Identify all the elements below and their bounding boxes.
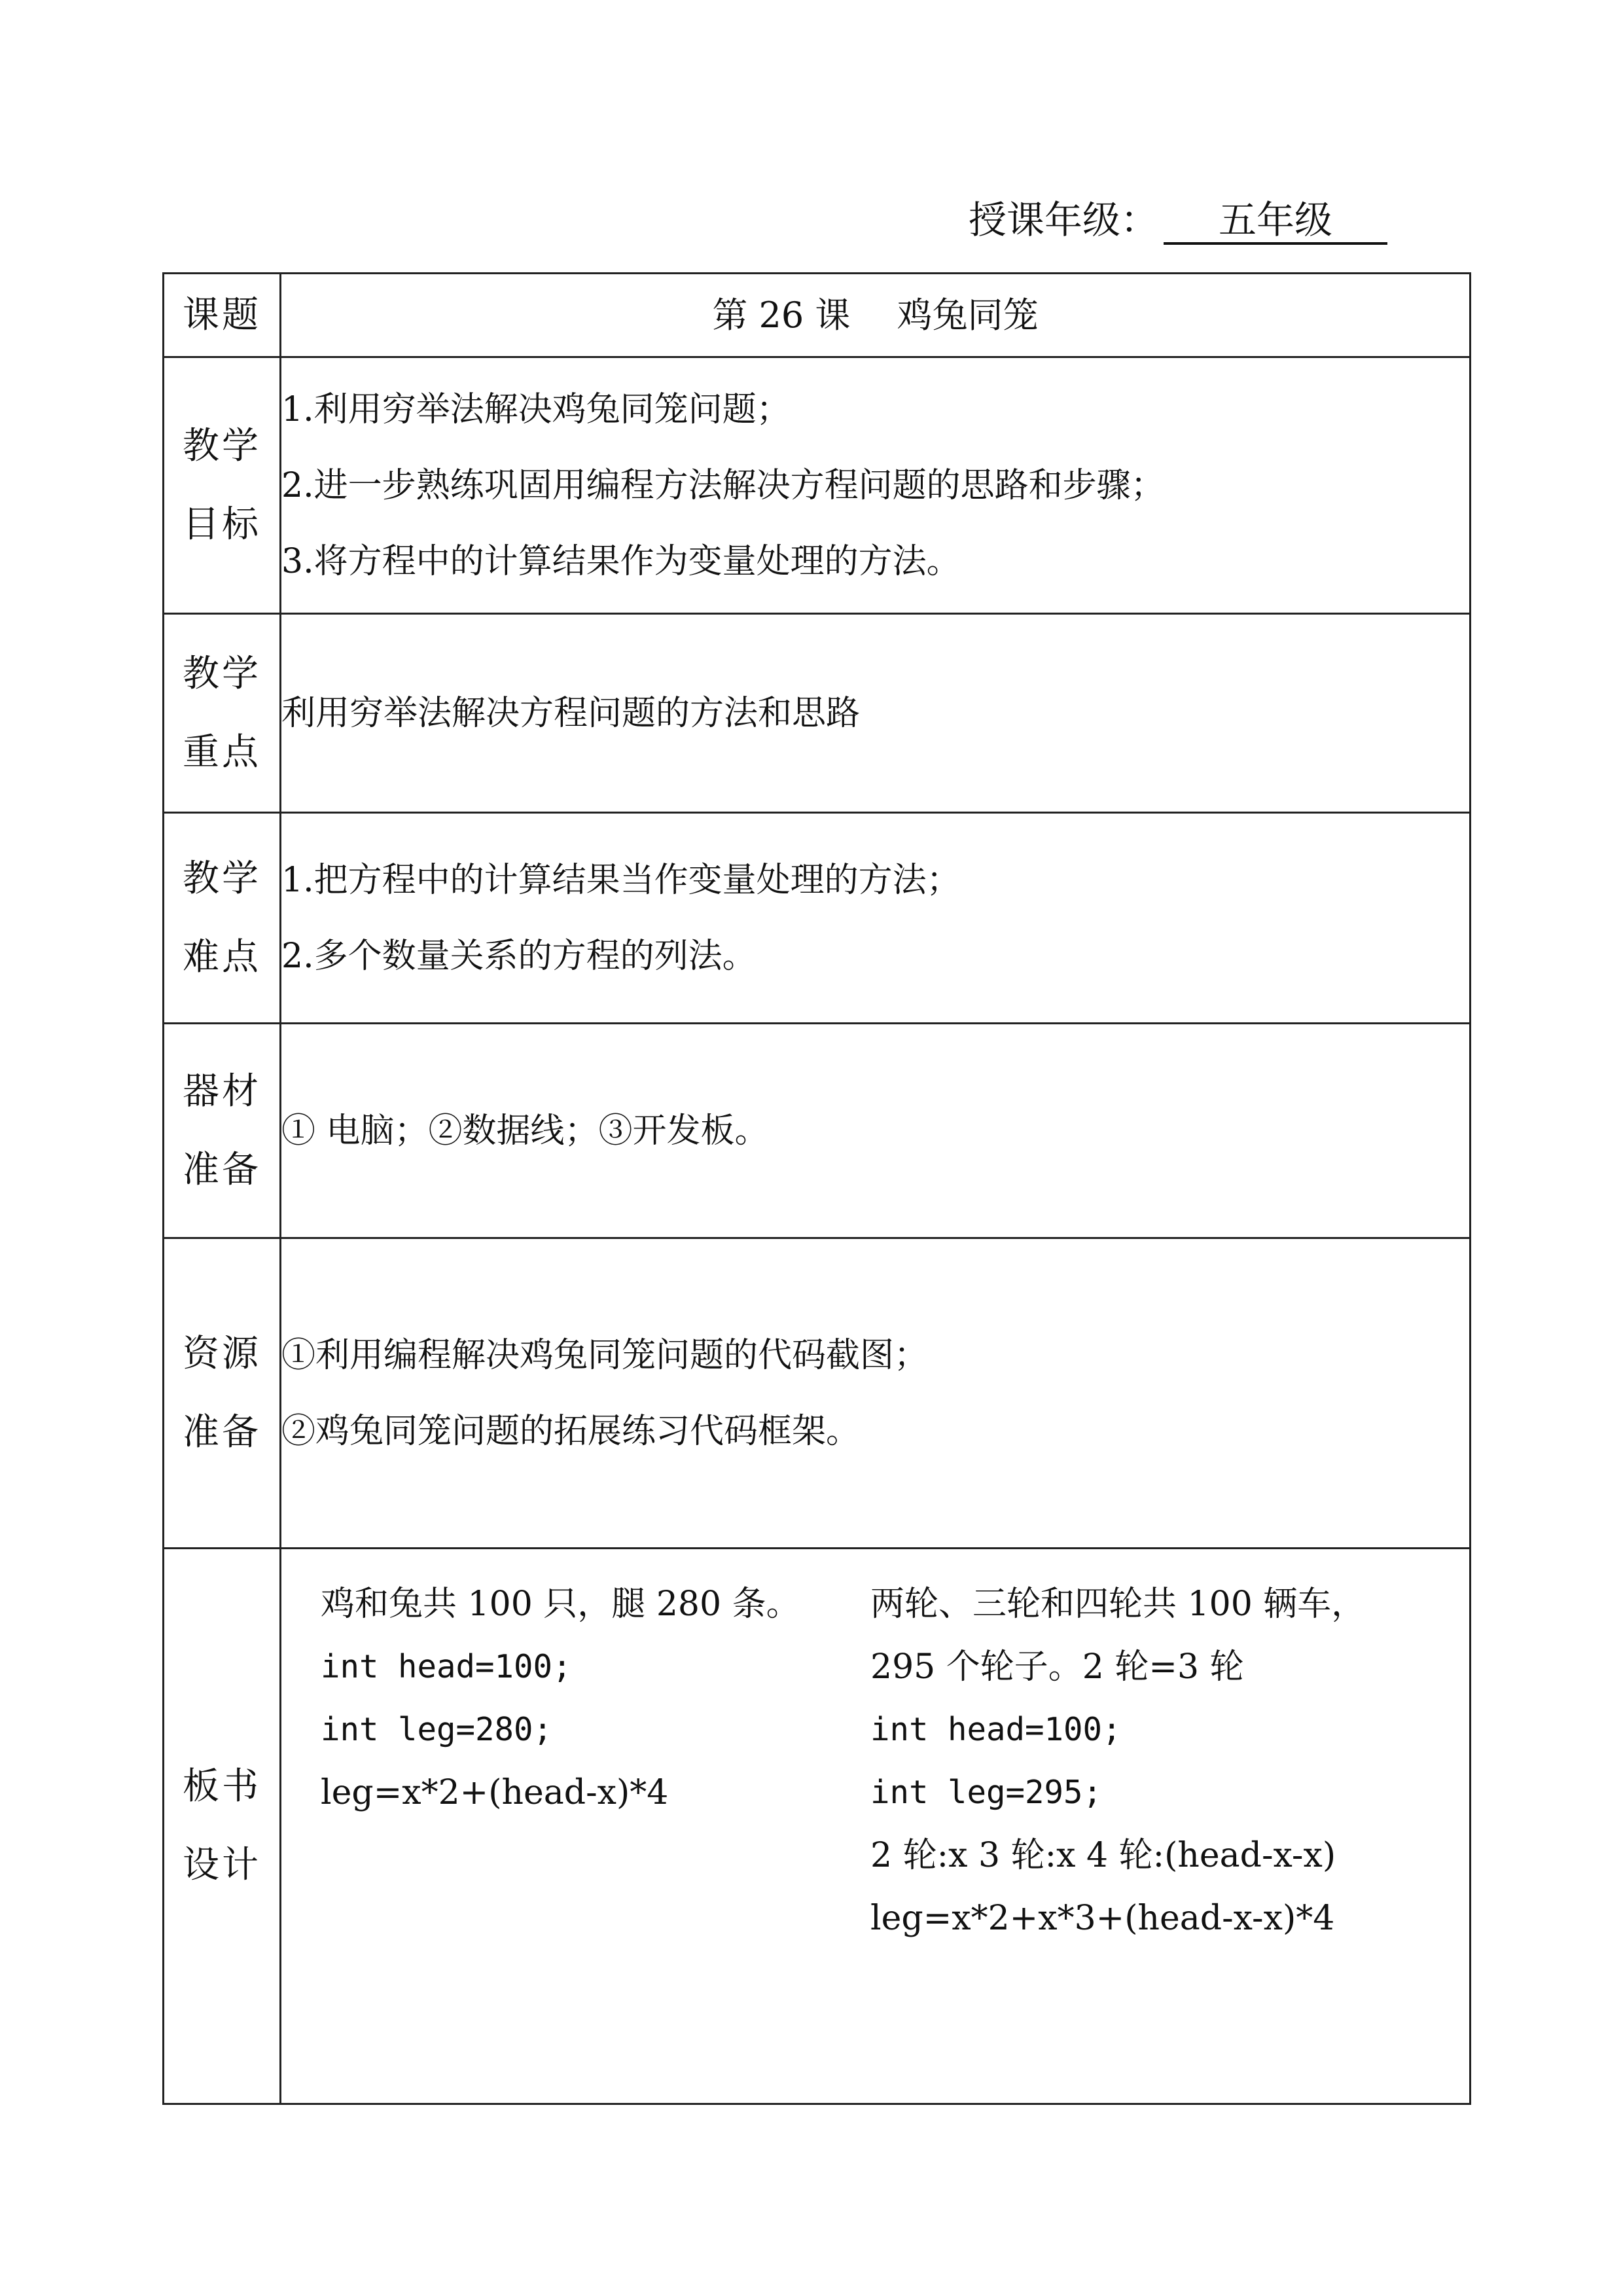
equipment-label-cell — [164, 1024, 281, 1238]
goal-item: 3.将方程中的计算结果作为变量处理的方法。 — [281, 541, 961, 581]
goals-cell — [281, 357, 1471, 614]
row-equipment — [164, 1024, 1471, 1238]
equipment-label: 器材准备 — [183, 1069, 261, 1191]
board-label-cell — [164, 1549, 281, 2104]
grade-label: 授课年级： — [969, 198, 1159, 242]
board-cell — [281, 1549, 1471, 2104]
row-resources — [164, 1238, 1471, 1549]
board-right-line: 两轮、三轮和四轮共 100 辆车， — [870, 1585, 1366, 1624]
board-right-line: leg=x*2+x*3+(head-x-x)*4 — [870, 1899, 1335, 1938]
key-points-label: 教学重点 — [183, 652, 261, 774]
board-right-line: 295 个轮子。2 轮=3 轮 — [870, 1647, 1244, 1687]
difficulty-item: 2.多个数量关系的方程的列法。 — [281, 936, 757, 976]
board-right-line: 2 轮:x 3 轮:x 4 轮:(head-x-x) — [870, 1836, 1336, 1875]
resources-label-cell — [164, 1238, 281, 1549]
topic-label: 课题 — [183, 293, 261, 336]
board-left-line: leg=x*2+(head-x)*4 — [321, 1773, 669, 1812]
goals-label-cell — [164, 357, 281, 614]
row-goals — [164, 357, 1471, 614]
board-left-column — [321, 1573, 800, 1824]
topic-value-cell — [281, 274, 1471, 357]
board-right-line: int head=100; — [870, 1711, 1122, 1748]
difficulties-label-cell — [164, 813, 281, 1024]
goal-item: 2.进一步熟练巩固用编程方法解决方程问题的思路和步骤； — [281, 465, 1165, 505]
difficulties-cell — [281, 813, 1471, 1024]
board-left-line: 鸡和兔共 100 只，腿 280 条。 — [321, 1585, 800, 1624]
resource-item: ①利用编程解决鸡兔同笼问题的代码截图； — [281, 1335, 929, 1375]
board-label: 板书设计 — [183, 1765, 261, 1886]
grade-line — [969, 194, 1400, 246]
topic-value: 第 26 课 鸡兔同笼 — [712, 294, 1039, 336]
grade-value: 五年级 — [1164, 194, 1387, 245]
row-key-points — [164, 614, 1471, 813]
equipment-cell — [281, 1024, 1471, 1238]
board-right-column — [870, 1573, 1365, 1950]
row-board — [164, 1549, 1471, 2104]
key-points-label-cell — [164, 614, 281, 813]
topic-label-cell — [164, 274, 281, 357]
difficulties-label: 教学难点 — [183, 857, 261, 978]
resources-cell — [281, 1238, 1471, 1549]
resource-item: ②鸡兔同笼问题的拓展练习代码框架。 — [281, 1411, 861, 1451]
goals-label: 教学目标 — [183, 424, 261, 546]
row-difficulties — [164, 813, 1471, 1024]
lesson-plan-table — [162, 272, 1471, 2105]
difficulty-item: 1.把方程中的计算结果当作变量处理的方法； — [281, 860, 961, 900]
board-left-line: int leg=280; — [321, 1711, 553, 1748]
board-right-line: int leg=295; — [870, 1774, 1103, 1811]
row-topic — [164, 274, 1471, 357]
board-area — [281, 1549, 1469, 2103]
key-points-cell — [281, 614, 1471, 813]
equipment-item: ① 电脑；②数据线；③开发板。 — [281, 1111, 769, 1151]
board-left-line: int head=100; — [321, 1648, 572, 1685]
resources-label: 资源准备 — [183, 1332, 261, 1454]
goal-item: 1.利用穷举法解决鸡兔同笼问题； — [281, 389, 791, 429]
key-point-item: 利用穷举法解决方程问题的方法和思路 — [281, 693, 861, 733]
